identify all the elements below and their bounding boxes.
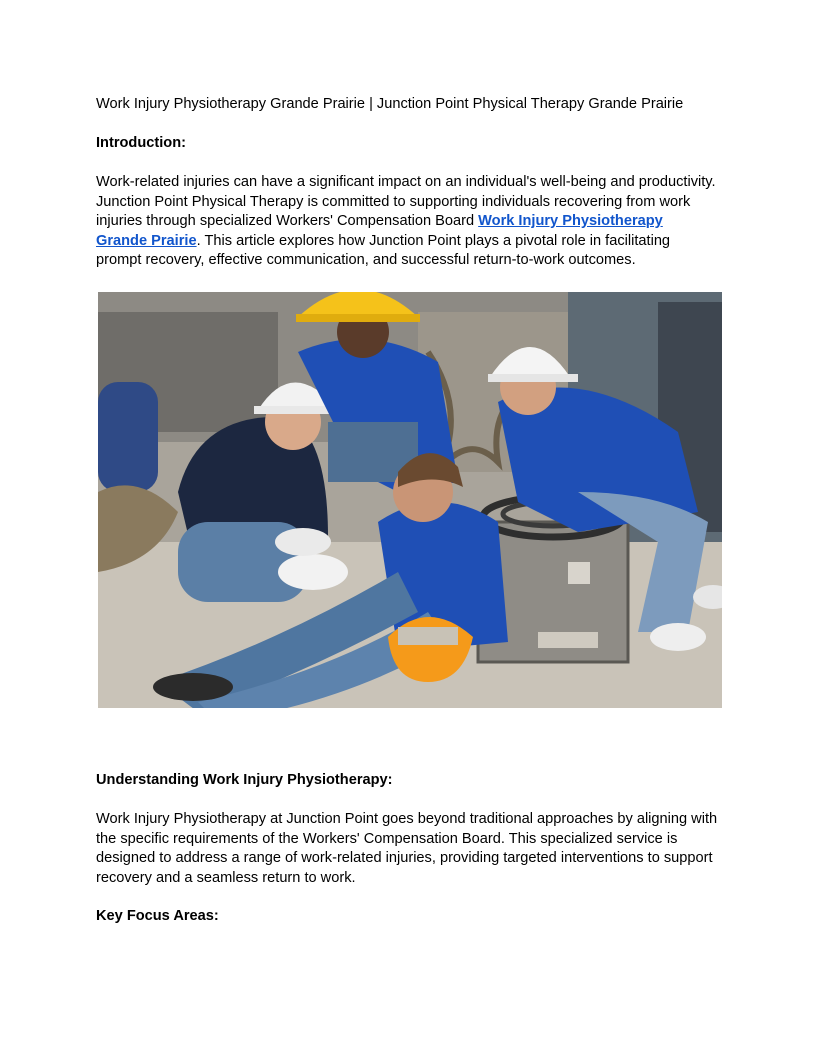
section-heading: Understanding Work Injury Physiotherapy:	[96, 772, 393, 788]
section-line-3: designed to address a range of work-related injuries, providing targeted interventions to support	[96, 850, 713, 866]
section-line-1: Work Injury Physiotherapy at Junction Point goes beyond traditional approaches by aligning with	[96, 811, 718, 827]
injured-worker-photo	[98, 292, 722, 708]
section-line-2: the specific requirements of the Workers' Compensation Board. This specialized service is	[96, 830, 678, 847]
grande-prairie-link[interactable]: Grande Prairie	[96, 232, 197, 249]
intro-line-3-text: injuries through specialized Workers' Compensation Board	[96, 213, 479, 229]
section-paragraph	[96, 810, 724, 888]
intro-line-5: prompt recovery, effective communication, and successful return-to-work outcomes.	[96, 252, 636, 268]
intro-line-2: Junction Point Physical Therapy is committed to supporting individuals recovering from work	[96, 193, 691, 210]
photo-illustration	[98, 292, 722, 708]
intro-heading: Introduction:	[96, 135, 186, 151]
intro-line-1: Work-related injuries can have a significant impact on an individual's well-being and productivity.	[96, 174, 716, 190]
section-line-4: recovery and a seamless return to work.	[96, 869, 356, 886]
document-title: Work Injury Physiotherapy Grande Prairie | Junction Point Physical Therapy Grande Prairie	[96, 96, 684, 112]
key-focus-heading: Key Focus Areas:	[96, 908, 219, 924]
intro-line-4-text: . This article explores how Junction Point plays a pivotal role in facilitating	[196, 232, 671, 249]
intro-paragraph	[96, 173, 724, 271]
work-injury-physio-link[interactable]: Work Injury Physiotherapy	[478, 213, 663, 229]
intro-line-4	[96, 232, 724, 252]
intro-line-3	[96, 212, 724, 232]
